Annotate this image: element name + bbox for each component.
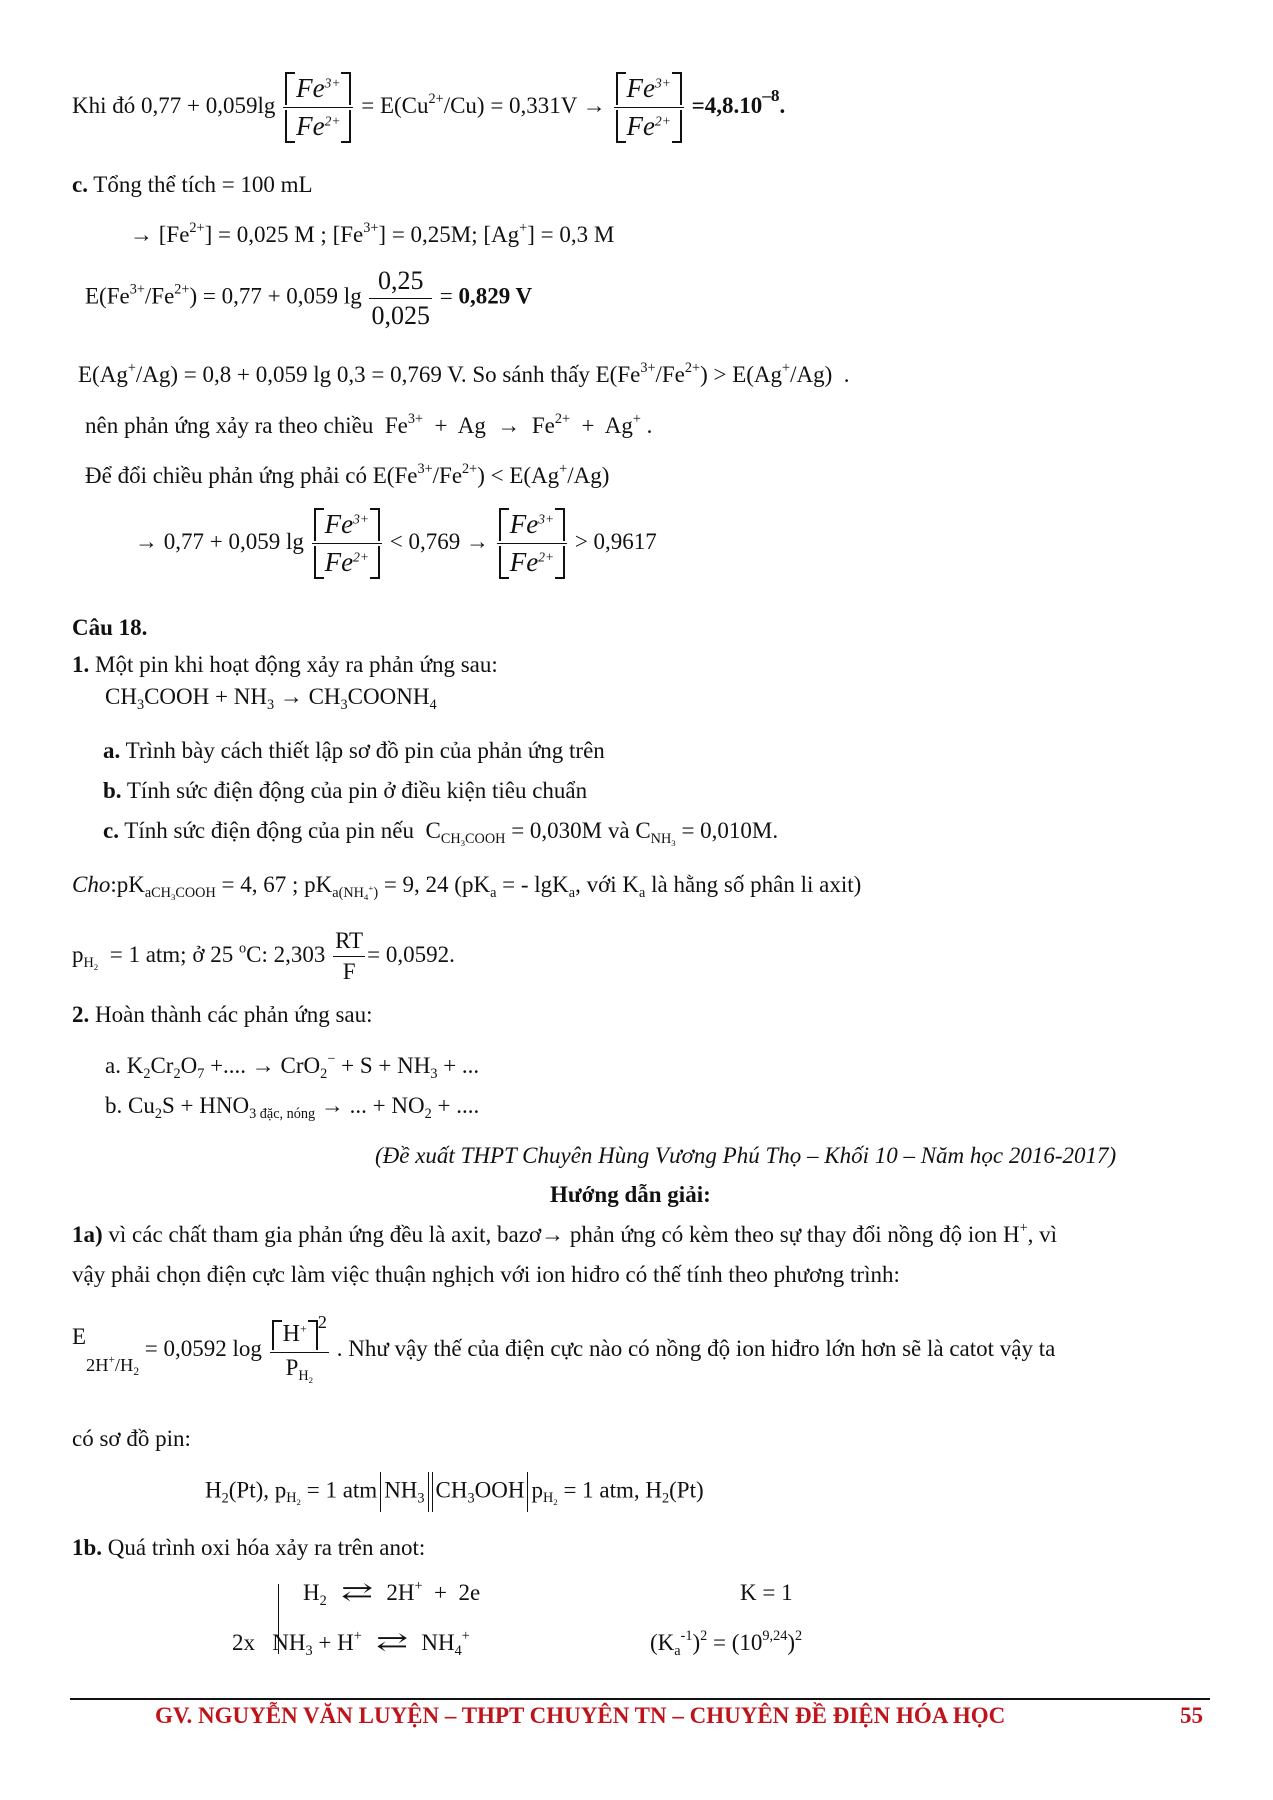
footer-divider [70, 1698, 1210, 1700]
part-c-heading: c. Tổng thể tích = 100 mL [72, 172, 313, 197]
nernst-equation: E $2H^+/H_2 = 0,0592$ log $\frac{H^+ ^2}{P_{H_2}}$ . Như vậy thế của điện cực nào có nồng độ ion hiđro lớn hơn sẽ là catot vậy ta [72, 1312, 1056, 1385]
reaction-direction: nên phản ứng xảy ra theo chiều $Fe^{3+} + Ag \to Fe^{2+} + Ag^+$ . [85, 411, 653, 438]
reaction-b: b. $Cu_2S + HNO_{3 đặc, nóng}$ → ... + $NO_2$ + .... [105, 1093, 480, 1122]
E-fe-line: $E(Fe^{3+}/Fe^{2+}) = 0,77 + 0,059$ lg $\frac{0,25}{0,025}$ = 0,829 V [85, 266, 533, 330]
question-1: 1. Một pin khi hoạt động xảy ra phản ứng sau: [72, 652, 498, 677]
source-citation: (Đề xuất THPT Chuyên Hùng Vương Phú Thọ – Khối 10 – Năm học 2016-2017) [375, 1143, 1117, 1168]
reaction-a: a. $K_2Cr_2O_7$ +.... → $CrO_2^- + S + NH_3$ + ... [105, 1051, 480, 1082]
concentration-line: → $[Fe^{2+}] = 0,025$ M ; $[Fe^{3+}] = 0,25M$; [Ag+] = 0,3 M [130, 220, 615, 247]
pressure-line: $p_{H_2} = 1$ atm; ở 25 $^o$C: 2,303 $\frac{RT}{F}$ = 0,0592. [72, 928, 455, 985]
k-value-1: K = 1 [740, 1580, 793, 1605]
reverse-condition: Để đổi chiều phản ứng phải có $E(Fe^{3+}/Fe^{2+}) < E(Ag^+/Ag)$ [85, 461, 610, 488]
half-reaction-2: 2x $NH_3 + H^+$ ⇄ $NH_4^+$ [232, 1628, 470, 1659]
reaction-equation: $CH_3COOH + NH_3$ → $CH_3COONH_4$ [105, 684, 437, 713]
item-b: b. Tính sức điện động của pin ở điều kiện tiêu chuẩn [103, 778, 588, 803]
E-ag-line: E(Ag+/Ag) = 0,8 + 0,059 lg 0,3 = 0,769 V. So sánh thấy $E(Fe^{3+}/Fe^{2+}) > E(Ag^+/Ag)$ . [78, 360, 850, 387]
inequality-line: → 0,77 + 0,059 lg $\frac{Fe^{3+}}{Fe^{2+}}$ < 0,769 → $\frac{Fe^{3+}}{Fe^{2+}}$ > 0,9617 [135, 508, 657, 579]
solution-heading: Hướng dẫn giải: [550, 1182, 711, 1207]
question-2: 2. Hoàn thành các phản ứng sau: [72, 1002, 373, 1027]
footer-text: GV. NGUYỄN VĂN LUYỆN – THPT CHUYÊN TN – CHUYÊN ĐỀ ĐIỆN HÓA HỌC [155, 1703, 1006, 1728]
page-number: 55 [1180, 1703, 1203, 1728]
equation-line-b: Khi đó 0,77 + 0,059lg $\frac{Fe^{3+}}{Fe^{2+}}$ = $E(Cu^{2+}/Cu) = 0,331V$ → $\frac{Fe^{3+}}{Fe^{2+}}$ $=4,8.10^{-8}$. [72, 72, 785, 143]
given-constants: $Cho:pK_{aCH_3COOH} = 4$, 67 ; $pK_{a(NH_4^+)} = 9$, 24 ($pK_a$ = - lgK$_a$, với $K_a$ là hằng số phân li axit) [72, 872, 862, 903]
solution-1a-cont: vậy phải chọn điện cực làm việc thuận nghịch với ion hiđro có thế tính theo phương trình: [72, 1262, 900, 1287]
solution-1a: 1a) vì các chất tham gia phản ứng đều là axit, bazơ→ phản ứng có kèm theo sự thay đổi nồng độ ion H+, vì [72, 1220, 1058, 1247]
item-a: a. Trình bày cách thiết lập sơ đồ pin của phản ứng trên [103, 738, 605, 763]
question-title: Câu 18. [72, 615, 148, 640]
k-value-2: $(K_a^{-1})^2 = (10^{9,24})^2$ [650, 1628, 803, 1659]
cell-scheme: $H_2(Pt)$, $p_{H_2} = 1$ atm $NH_3$ $CH_3OOH$ $p_{H_2} = 1$ atm, $H_2(Pt)$ [205, 1472, 704, 1512]
pin-intro: có sơ đồ pin: [72, 1426, 191, 1451]
solution-1b: 1b. Quá trình oxi hóa xảy ra trên anot: [72, 1535, 426, 1560]
half-reaction-1: $H_2$ ⇄ 2H+ + 2e [303, 1578, 481, 1609]
item-c: c. Tính sức điện động của pin nếu $C_{CH_3COOH} = 0,030M$ và $C_{NH_3} = 0,010M$. [103, 818, 779, 849]
